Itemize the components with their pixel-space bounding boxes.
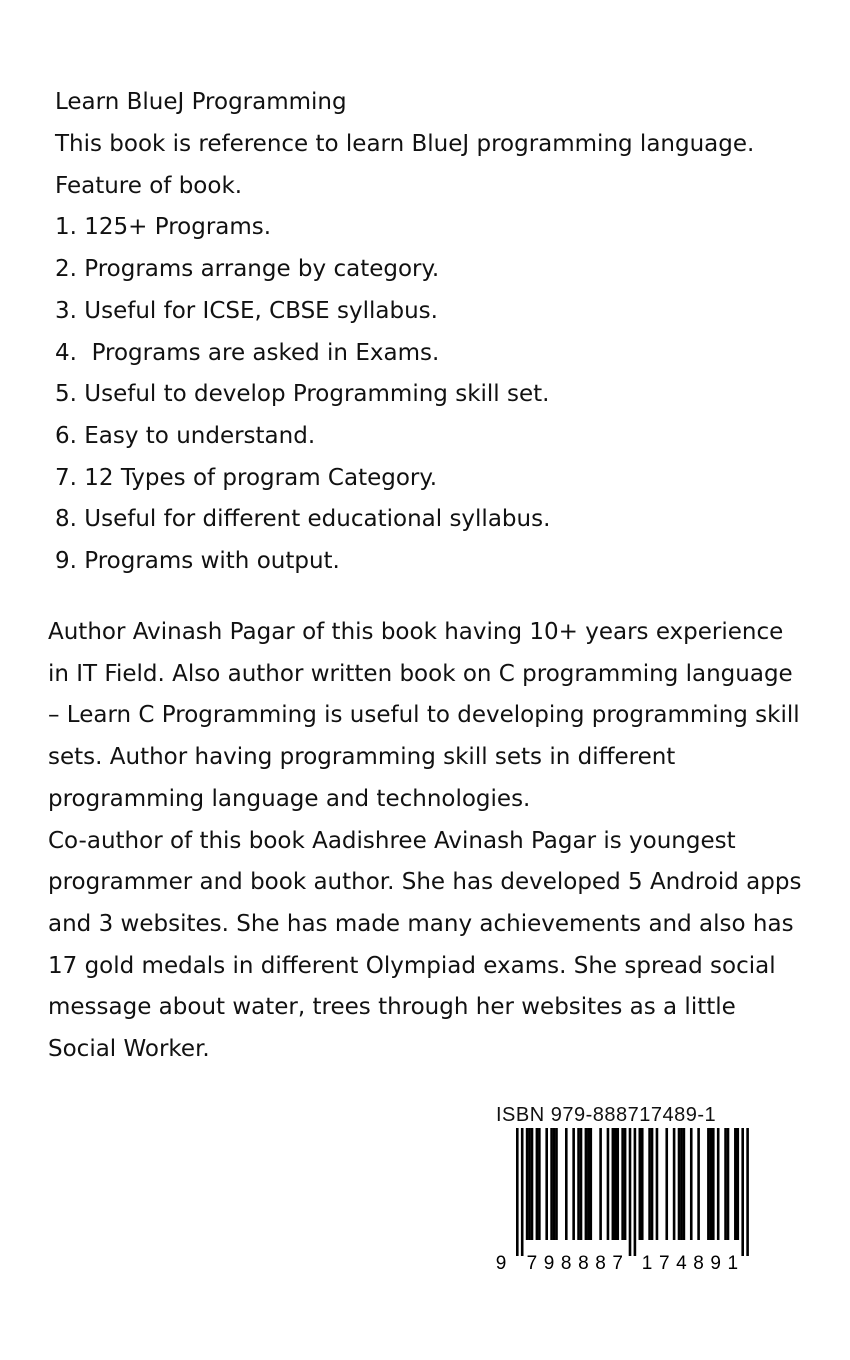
feature-item: 8. Useful for different educational syllabus. [55, 506, 551, 533]
feature-item: 4. Programs are asked in Exams. [55, 339, 440, 366]
barcode-bar [673, 1128, 676, 1240]
barcode-bar [545, 1128, 548, 1240]
barcode-bar [639, 1128, 642, 1240]
barcode-bar [724, 1128, 727, 1240]
barcode-bar [634, 1128, 637, 1256]
barcode-bar [526, 1128, 529, 1240]
barcode-digit: 1 [727, 1253, 739, 1274]
barcode-bar [553, 1128, 556, 1240]
barcode-bar [641, 1128, 644, 1240]
isbn-barcode [490, 1100, 760, 1280]
barcode-bar [712, 1128, 715, 1240]
barcode-bar [521, 1128, 524, 1256]
barcode-bar [741, 1128, 744, 1256]
features-heading: Feature of book. [55, 172, 243, 199]
barcode-bar [607, 1128, 610, 1240]
barcode-bar [680, 1128, 683, 1240]
barcode-bar [614, 1128, 617, 1240]
author-paragraph: Author Avinash Pagar of this book having 10+ years experience in IT Field. Also author written book on C programming language – Learn C Programming is useful to developing programming skill sets. Author having programming skill sets in different programming language and technologies. [48, 619, 800, 812]
barcode-bar [717, 1128, 720, 1240]
barcode-digit: 4 [676, 1253, 687, 1274]
barcode-bar [665, 1128, 668, 1240]
coauthor-paragraph: Co-author of this book Aadishree Avinash Pagar is youngest programmer and book author. She has developed 5 Android apps and 3 websites. She has made many achievements and also has 17 gold medals in different Olympiad exams. She spread social message about water, trees through her websites as a little Social Worker. [48, 827, 802, 1063]
feature-item: 2. Programs arrange by category. [55, 256, 440, 283]
features-list [55, 124, 754, 583]
barcode-digit: 7 [526, 1253, 538, 1274]
barcode-bar [710, 1128, 713, 1240]
barcode-bar [707, 1128, 710, 1240]
barcode-bar [648, 1128, 651, 1240]
barcode-bar [621, 1128, 624, 1240]
barcode-bar [516, 1128, 519, 1256]
barcode-digit: 7 [658, 1253, 670, 1274]
barcode-digit: 9 [495, 1253, 507, 1274]
barcode-bar [577, 1128, 580, 1240]
barcode-bar [616, 1128, 619, 1240]
barcode-bar [690, 1128, 693, 1240]
feature-item: 1. 125+ Programs. [55, 214, 272, 241]
barcode-bars [516, 1128, 749, 1256]
barcode-bar [590, 1128, 593, 1240]
barcode-bar [550, 1128, 553, 1240]
feature-item: 6. Easy to understand. [55, 422, 316, 449]
barcode-digit: 1 [641, 1253, 653, 1274]
barcode-bar [624, 1128, 627, 1240]
isbn-label: ISBN 979-888717489-1 [496, 1104, 717, 1126]
barcode-bar [580, 1128, 583, 1240]
barcode-bar [587, 1128, 590, 1240]
barcode-bar [528, 1128, 531, 1240]
barcode-bar [572, 1128, 575, 1240]
barcode-digit: 9 [710, 1253, 721, 1274]
barcode-digit: 8 [595, 1253, 606, 1274]
barcode-bar [651, 1128, 654, 1240]
barcode-bar [612, 1128, 615, 1240]
barcode-bar [737, 1128, 740, 1240]
barcode-bar [585, 1128, 588, 1240]
barcode-bar [734, 1128, 737, 1240]
barcode-bar [536, 1128, 539, 1240]
feature-item: 9. Programs with output. [55, 548, 340, 575]
barcode-digit: 8 [693, 1253, 704, 1274]
barcode-digit: 8 [578, 1253, 589, 1274]
barcode-digit: 7 [612, 1253, 623, 1274]
barcode-bar [555, 1128, 558, 1240]
barcode-bar [678, 1128, 681, 1240]
barcode-bar [538, 1128, 541, 1240]
barcode-bar [599, 1128, 602, 1240]
barcode-digit: 9 [543, 1253, 555, 1274]
barcode-graphic [490, 1128, 760, 1278]
about-section [48, 612, 808, 1071]
book-title: Learn BlueJ Programming [55, 89, 347, 115]
description-line: This book is reference to learn BlueJ programming language. [55, 131, 755, 157]
feature-item: 3. Useful for ICSE, CBSE syllabus. [55, 297, 438, 324]
barcode-bar [531, 1128, 534, 1240]
feature-item: 7. 12 Types of program Category. [55, 464, 438, 491]
barcode-bar [683, 1128, 686, 1240]
barcode-bar [656, 1128, 659, 1240]
barcode-bar [565, 1128, 568, 1240]
barcode-bar [697, 1128, 700, 1240]
barcode-bar [746, 1128, 749, 1256]
barcode-bar [629, 1128, 632, 1256]
barcode-digit: 8 [560, 1253, 572, 1274]
barcode-digits [496, 1253, 738, 1274]
feature-item: 5. Useful to develop Programming skill set. [55, 381, 550, 408]
barcode-bar [727, 1128, 730, 1240]
